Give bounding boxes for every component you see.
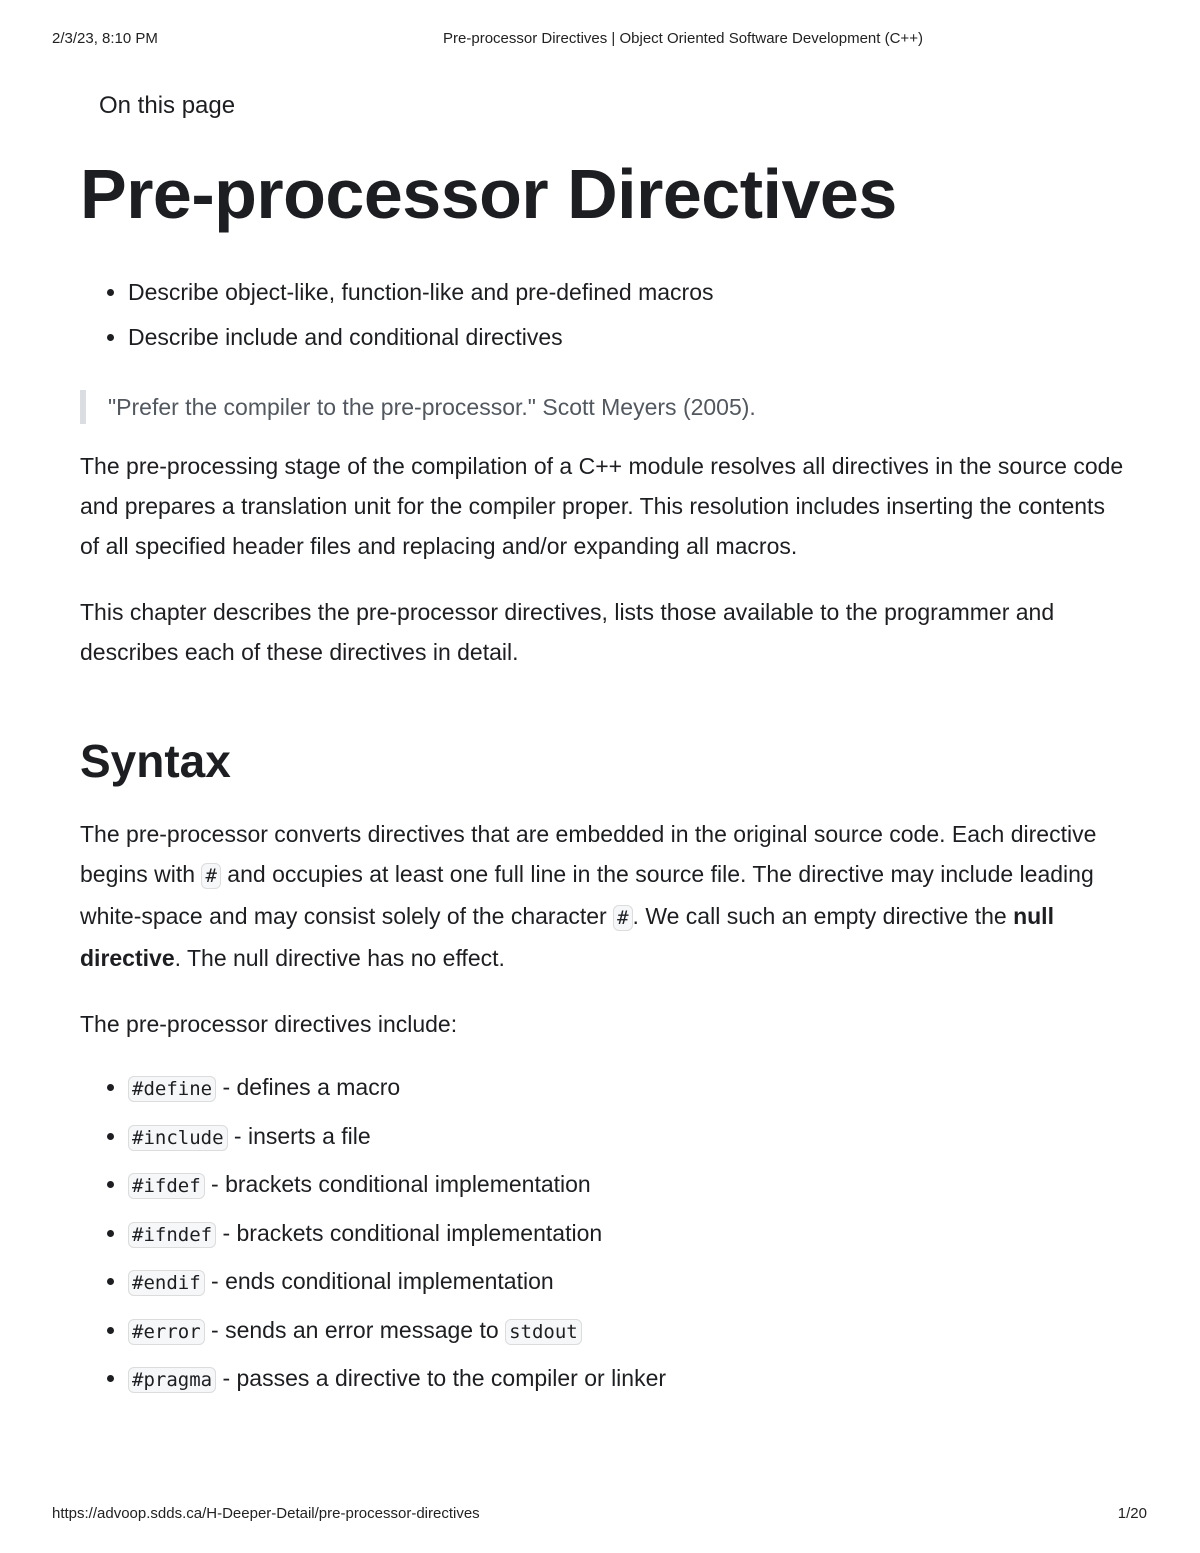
directive-item xyxy=(128,1307,1125,1356)
objectives-list xyxy=(80,270,1125,360)
text-span: . The null directive has no effect. xyxy=(174,945,505,971)
quote: "Prefer the compiler to the pre-processor." Scott Meyers (2005). xyxy=(80,390,1125,424)
inline-code: stdout xyxy=(505,1319,582,1345)
directive-item xyxy=(128,1258,1125,1307)
directive-desc: - defines a macro xyxy=(216,1074,401,1100)
directive-desc: - inserts a file xyxy=(227,1122,371,1149)
on-this-page-toggle[interactable]: On this page xyxy=(99,92,236,119)
inline-code: #pragma xyxy=(128,1367,216,1393)
text-span: . We call such an empty directive the xyxy=(632,903,1014,929)
section-heading-syntax: Syntax xyxy=(80,735,231,787)
directive-item xyxy=(128,1064,1125,1113)
inline-code: #ifndef xyxy=(128,1222,216,1248)
bold-term: null directive xyxy=(80,903,1054,971)
text-span: The pre-processor converts directives that are embedded in the original source code. Each directive begins with xyxy=(80,821,1097,887)
intro-paragraph: The pre-processing stage of the compilation of a C++ module resolves all directives in the source code and prepares a translation unit for the compiler proper. This resolution includes inserting the contents of all specified header files and replacing and/or expanding all macros. xyxy=(80,453,1124,559)
directive-item xyxy=(128,1161,1125,1210)
page-title: Pre-processor Directives xyxy=(80,155,897,233)
article-content xyxy=(80,88,1125,1404)
directive-desc: - brackets conditional implementation xyxy=(216,1219,603,1246)
inline-code: # xyxy=(613,905,632,931)
inline-code: # xyxy=(201,863,220,889)
objective-item: • Describe object-like, function-like and pre-defined macros xyxy=(128,270,1125,315)
inline-code: #define xyxy=(128,1076,216,1102)
syntax-paragraph xyxy=(80,814,1125,978)
print-doc-title: Pre-processor Directives | Object Oriented Software Development (C++) xyxy=(443,30,923,47)
print-page-number: 1/20 xyxy=(1117,1505,1147,1522)
inline-code: #endif xyxy=(128,1270,205,1296)
inline-code: #ifdef xyxy=(128,1173,205,1199)
directive-desc: - passes a directive to the compiler or linker xyxy=(216,1365,667,1391)
print-url: https://advoop.sdds.ca/H-Deeper-Detail/pre-processor-directives xyxy=(52,1505,480,1522)
directive-item xyxy=(128,1355,1125,1404)
directive-desc: - ends conditional implementation xyxy=(204,1268,554,1294)
print-date: 2/3/23, 8:10 PM xyxy=(52,30,158,47)
directive-item xyxy=(128,1210,1125,1259)
directive-item xyxy=(128,1113,1125,1162)
directives-intro: The pre-processor directives include: xyxy=(80,1011,458,1037)
objective-item: • Describe include and conditional directives xyxy=(128,315,1125,360)
text-span: and occupies at least one full line in the source file. The directive may include leading white-space and may consist solely of the character xyxy=(80,861,1094,929)
inline-code: #include xyxy=(128,1125,228,1151)
directives-list xyxy=(80,1064,1125,1404)
intro-paragraph: This chapter describes the pre-processor directives, lists those available to the programmer and describes each of these directives in detail. xyxy=(80,599,1055,665)
directive-desc: - sends an error message to xyxy=(204,1316,506,1343)
inline-code: #error xyxy=(128,1319,205,1345)
directive-desc: - brackets conditional implementation xyxy=(204,1171,591,1197)
